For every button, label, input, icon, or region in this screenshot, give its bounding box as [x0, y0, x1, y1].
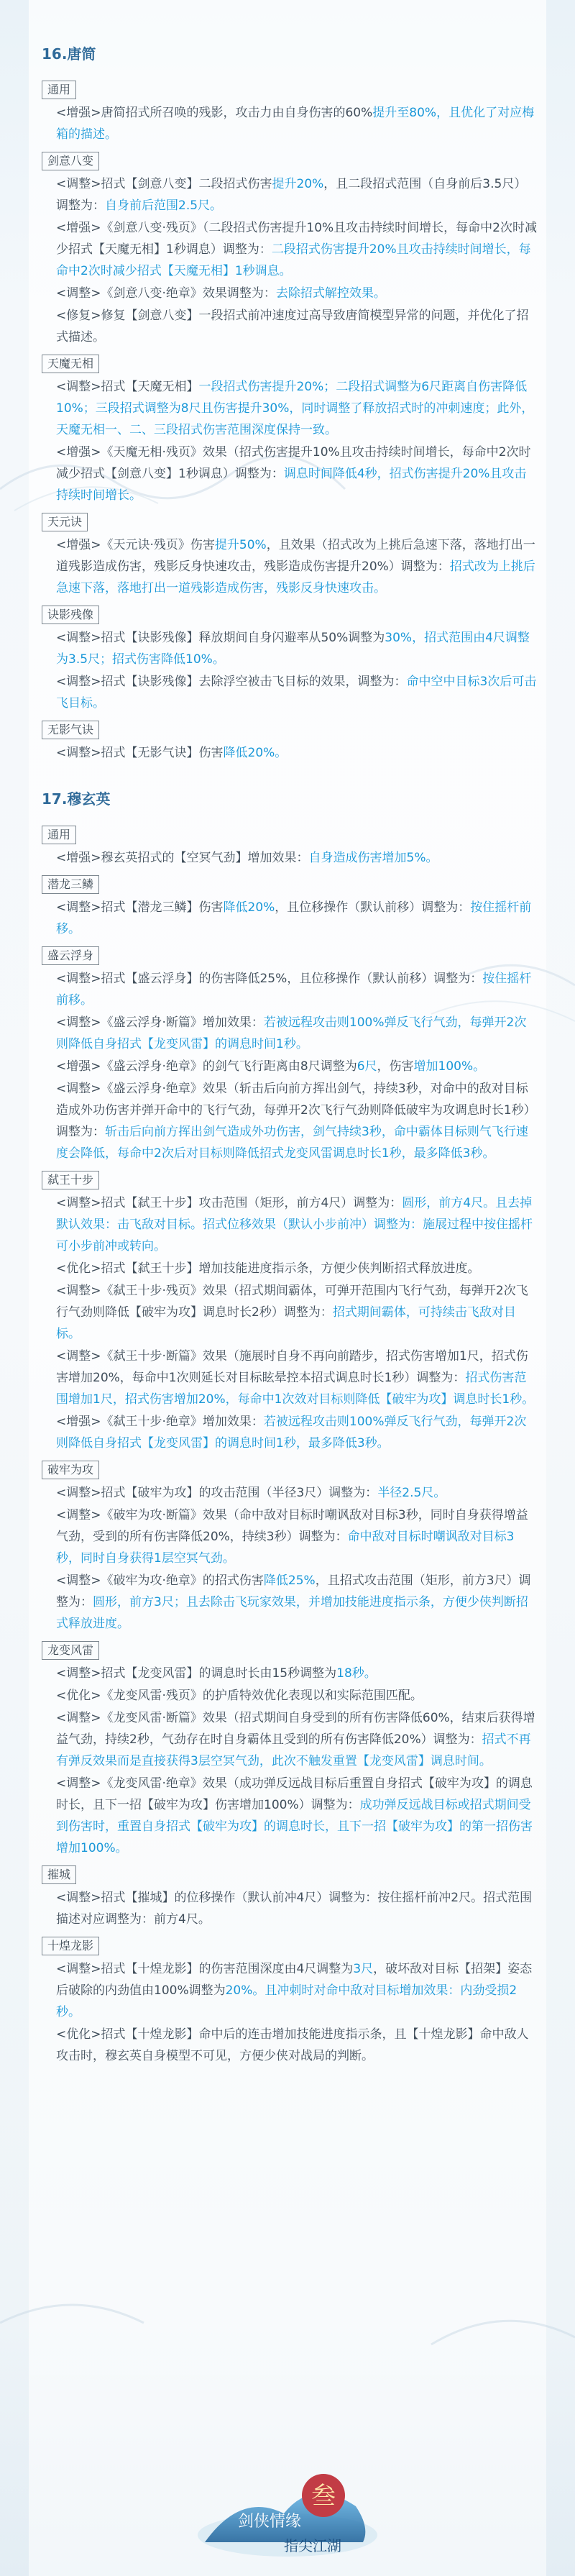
entry-text: <调整>招式【剑意八变】二段招式伤害	[56, 177, 272, 191]
highlighted-text: 命中敌对目标时嘲讽敌对目标3秒，同时自身获得1层空冥气劲。	[56, 1530, 515, 1566]
highlighted-text: 增加100%。	[413, 1059, 486, 1074]
change-entry	[42, 102, 538, 145]
change-entry	[42, 173, 538, 216]
subsection-label: 盛云浮身	[42, 946, 99, 965]
highlighted-text: 命中空中目标3次后可击飞目标。	[56, 675, 537, 711]
subsection-label: 弑王十步	[42, 1171, 99, 1189]
change-entry	[42, 1346, 538, 1410]
entry-text: <调整>招式【天魔无相】	[56, 380, 199, 394]
highlighted-text: 招式伤害范围增加1尺，招式伤害增加20%，每命中1次效对目标则降低【破牢为攻】调息时长1秒。	[56, 1371, 535, 1407]
subsection-label: 剑意八变	[42, 152, 99, 170]
change-entry	[42, 1078, 538, 1164]
highlighted-text: 招式期间霸体，可持续击飞敌对目标。	[56, 1305, 516, 1341]
highlighted-text: 按住摇杆前移。	[56, 900, 532, 936]
change-entry	[42, 1012, 538, 1055]
highlighted-text: 圆形，前方4尺。且去掉默认效果：击飞敌对目标。招式位移效果（默认小步前冲）调整为：施展过程中按住摇杆可小步前冲或转向。	[56, 1196, 533, 1253]
highlighted-text: 招式改为上挑后急速下落，落地打出一道残影造成伤害，残影反身快速攻击。	[56, 559, 535, 595]
change-entry	[42, 217, 538, 282]
highlighted-text: 斩击后向前方挥出剑气造成外功伤害，剑气持续3秒，命中霸体目标则气飞行速度会降低，每命中2次后对目标则降低招式龙变风雷调息时长1秒，最多降低3秒。	[56, 1125, 528, 1161]
svg-text:剑侠情缘: 剑侠情缘	[237, 2513, 302, 2531]
change-entry	[42, 305, 538, 348]
change-entry	[42, 1280, 538, 1345]
subsection-label: 潜龙三鳞	[42, 875, 99, 894]
change-entry	[42, 742, 538, 764]
subsection-label: 无影气诀	[42, 721, 99, 739]
highlighted-text: 按住摇杆前移。	[56, 972, 532, 1008]
highlighted-text: 半径2.5尺。	[377, 1486, 446, 1500]
change-entry	[42, 1504, 538, 1569]
entry-text: <优化>《龙变风雷·残页》的护盾特效优化表现以和实际范围匹配。	[56, 1689, 423, 1703]
subsection-label: 破牢为攻	[42, 1461, 99, 1479]
subsection-label: 天元诀	[42, 513, 88, 531]
patch-notes	[42, 43, 538, 2068]
change-entry	[42, 627, 538, 670]
entry-text: <调整>招式【无影气诀】伤害	[56, 746, 224, 760]
subsection-label: 诀影残像	[42, 606, 99, 624]
entry-text: <调整>《弑王十步·残页》效果（招式期间霸体，可弹开范围内飞行气劲，每弹开2次飞行气劲则降低【破牢为攻】调息时长2秒）调整为：	[56, 1284, 528, 1320]
highlighted-text: 30%，招式范围由4尺调整为3.5尺；招式伤害降低10%。	[56, 631, 530, 667]
highlighted-text: 20%。且冲刺时对命中敌对目标增加效果：内劲受损2秒。	[56, 1983, 518, 2019]
entry-text: <增强>《剑意八变·残页》（二段招式伤害提升10%且攻击持续时间增长，每命中2次时减少招式【天魔无相】1秒调息）调整为：	[56, 221, 537, 257]
entry-text: <调整>招式【摧城】的位移操作（默认前冲4尺）调整为：按住摇杆前冲2尺。招式范围描述对应调整为：前方4尺。	[56, 1891, 533, 1927]
entry-text: <调整>招式【龙变风雷】的调息时长由15秒调整为	[56, 1666, 337, 1681]
change-entry	[42, 897, 538, 940]
highlighted-text: 自身造成伤害增加5%。	[308, 851, 438, 865]
highlighted-text: 若被远程攻击则100%弹反飞行气劲，每弹开2次则降低自身招式【龙变风雷】的调息时间1秒。	[56, 1015, 527, 1051]
change-entry	[42, 376, 538, 441]
highlighted-text: 3尺	[353, 1962, 374, 1976]
entry-text: ，且位移操作（默认前移）调整为：	[275, 900, 471, 915]
change-entry	[42, 1663, 538, 1684]
change-entry	[42, 1707, 538, 1772]
entry-text: <优化>招式【十煌龙影】命中后的连击增加技能进度指示条，且【十煌龙影】命中敌人攻击时，穆玄英自身模型不可见，方便少侠对战局的判断。	[56, 2027, 529, 2063]
change-entry	[42, 442, 538, 506]
highlighted-text: 提升20%	[272, 177, 324, 191]
change-entry	[42, 1482, 538, 1504]
entry-text: <调整>《龙变风雷·断篇》效果（招式期间自身受到的所有伤害降低60%，结束后获得增益气劲，持续2秒，气劲存在时自身霸体且受到的所有伤害降低20%）调整为：	[56, 1711, 535, 1747]
change-entry	[42, 2024, 538, 2067]
highlighted-text: 二段招式伤害提升20%且攻击持续时间增长，每命中2次时减少招式【天魔无相】1秒调息。	[56, 242, 531, 278]
subsection-label: 十煌龙影	[42, 1937, 99, 1955]
entry-text: <调整>《龙变风雷·绝章》效果（成功弹反远战目标后重置自身招式【破牢为攻】的调息时长，且下一招【破牢为攻】伤害增加100%）调整为：	[56, 1776, 533, 1812]
cloud-decoration	[0, 2258, 575, 2388]
entry-text: <调整>《盛云浮身·绝章》效果（斩击后向前方挥出剑气，持续3秒，对命中的敌对目标造成外功伤害并弹开命中的飞行气劲，每弹开2次飞行气劲则降低破牢为攻调息时长1秒）调整为：	[56, 1082, 536, 1139]
highlighted-text: 提升至80%，且优化了对应梅箱的描述。	[56, 106, 535, 142]
entry-text: <增强>《天魔无相·残页》效果（招式伤害提升10%且攻击持续时间增长，每命中2次时减少招式【剑意八变】1秒调息）调整为：	[56, 445, 531, 481]
entry-text: <调整>招式【弑王十步】攻击范围（矩形，前方4尺）调整为：	[56, 1196, 402, 1210]
section-title: 16.唐简	[42, 45, 96, 63]
highlighted-text: 一段招式伤害提升20%；二段招式调整为6尺距离自伤害降低10%；三段招式调整为8尺且伤害提升30%，同时调整了释放招式时的冲刺速度；此外，天魔无相一、二、三段招式伤害范围深度保持一致。	[56, 380, 534, 437]
change-entry	[42, 1570, 538, 1635]
subsection-label: 天魔无相	[42, 355, 99, 373]
subsection-label: 通用	[42, 826, 76, 844]
highlighted-text: 降低20%	[223, 900, 275, 915]
change-entry	[42, 1192, 538, 1257]
entry-text: ，破坏敌对目标【招架】姿态后破除的内劲值由100%调整为	[56, 1962, 533, 1998]
highlighted-text: 降低25%	[263, 1574, 316, 1588]
highlighted-text: 18秒。	[336, 1666, 377, 1681]
entry-text: ，伤害	[377, 1059, 414, 1074]
entry-text: <调整>《弑王十步·断篇》效果（施展时自身不再向前踏步，招式伤害增加1尺，招式伤害增加20%，每命中1次则延长对目标眩晕控本招式调息时长1秒）调整为：	[56, 1349, 528, 1385]
subsection-label: 通用	[42, 81, 76, 99]
change-entry	[42, 1958, 538, 2023]
entry-text: <增强>《盛云浮身·绝章》的剑气飞行距离由8尺调整为	[56, 1059, 357, 1074]
entry-text: ，且效果（招式改为上挑后急速下落，落地打出一道残影造成伤害，残影反身快速攻击，残影造成伤害提升20%）调整为：	[56, 538, 535, 574]
entry-text: <修复>修复【剑意八变】一段招式前冲速度过高导致唐简模型异常的问题，并优化了招式描述。	[56, 309, 529, 344]
highlighted-text: 6尺	[356, 1059, 377, 1074]
entry-text: <增强>《弑王十步·绝章》增加效果：	[56, 1415, 264, 1429]
change-entry	[42, 1411, 538, 1454]
entry-text: <增强>《天元诀·残页》伤害	[56, 538, 215, 552]
entry-text: <调整>招式【诀影残像】释放期间自身闪避率从50%调整为	[56, 631, 385, 645]
highlighted-text: 招式不再有弹反效果而是直接获得3层空冥气劲，此次不触发重置【龙变风雷】调息时间。	[56, 1732, 531, 1768]
entry-text: <调整>《破牢为攻·绝章》的招式伤害	[56, 1574, 264, 1588]
entry-text: <调整>招式【诀影残像】去除浮空被击飞目标的效果，调整为：	[56, 675, 407, 689]
highlighted-text: 调息时间降低4秒，招式伤害提升20%且攻击持续时间增长。	[56, 467, 527, 503]
change-entry	[42, 1887, 538, 1930]
change-entry	[42, 847, 538, 869]
entry-text: ，且二段招式范围（自身前后3.5尺）调整为：	[56, 177, 527, 213]
highlighted-text: 圆形，前方3尺；且去除击飞玩家效果，并增加技能进度指示条，方便少侠判断招式释放进度。	[56, 1595, 528, 1631]
change-entry	[42, 968, 538, 1011]
subsection-label: 摧城	[42, 1865, 76, 1884]
svg-text:指尖江湖: 指尖江湖	[284, 2537, 341, 2554]
svg-text:叁: 叁	[311, 2482, 336, 2511]
highlighted-text: 降低20%。	[223, 746, 288, 760]
entry-text: <调整>《破牢为攻·断篇》效果（命中敌对目标时嘲讽敌对目标3秒，同时自身获得增益气劲，受到的所有伤害降低20%，持续3秒）调整为：	[56, 1508, 528, 1544]
highlighted-text: 去除招式解控效果。	[275, 286, 386, 301]
entry-text: <调整>《剑意八变·绝章》效果调整为：	[56, 286, 276, 301]
highlighted-text: 提升50%	[214, 538, 267, 552]
entry-text: <增强>穆玄英招式的【空冥气劲】增加效果：	[56, 851, 309, 865]
game-logo	[190, 2463, 385, 2567]
change-entry	[42, 1056, 538, 1077]
change-entry	[42, 1258, 538, 1279]
entry-text: <调整>招式【十煌龙影】的伤害范围深度由4尺调整为	[56, 1962, 354, 1976]
highlighted-text: 若被远程攻击则100%弹反飞行气劲，每弹开2次则降低自身招式【龙变风雷】的调息时间1秒，最多降低3秒。	[56, 1415, 527, 1451]
section-title: 17.穆玄英	[42, 790, 111, 808]
highlighted-text: 成功弹反远战目标或招式期间受到伤害时，重置自身招式【破牢为攻】的调息时长，且下一招【破牢为攻】的第一招伤害增加100%。	[56, 1798, 533, 1855]
entry-text: ，且招式攻击范围（矩形，前方3尺）调整为：	[56, 1574, 531, 1609]
entry-text: <调整>招式【潜龙三鳞】伤害	[56, 900, 224, 915]
subsection-label: 龙变风雷	[42, 1641, 99, 1660]
change-entry	[42, 534, 538, 599]
change-entry	[42, 1773, 538, 1859]
change-entry	[42, 283, 538, 304]
entry-text: <调整>招式【盛云浮身】的伤害降低25%，且位移操作（默认前移）调整为：	[56, 972, 483, 986]
entry-text: <调整>招式【破牢为攻】的攻击范围（半径3尺）调整为：	[56, 1486, 378, 1500]
change-entry	[42, 1685, 538, 1707]
entry-text: <调整>《盛云浮身·断篇》增加效果：	[56, 1015, 264, 1030]
highlighted-text: 自身前后范围2.5尺。	[105, 198, 223, 213]
entry-text: <增强>唐简招式所召唤的残影，攻击力由自身伤害的60%	[56, 106, 373, 120]
change-entry	[42, 671, 538, 714]
entry-text: <优化>招式【弑王十步】增加技能进度指示条，方便少侠判断招式释放进度。	[56, 1261, 480, 1276]
